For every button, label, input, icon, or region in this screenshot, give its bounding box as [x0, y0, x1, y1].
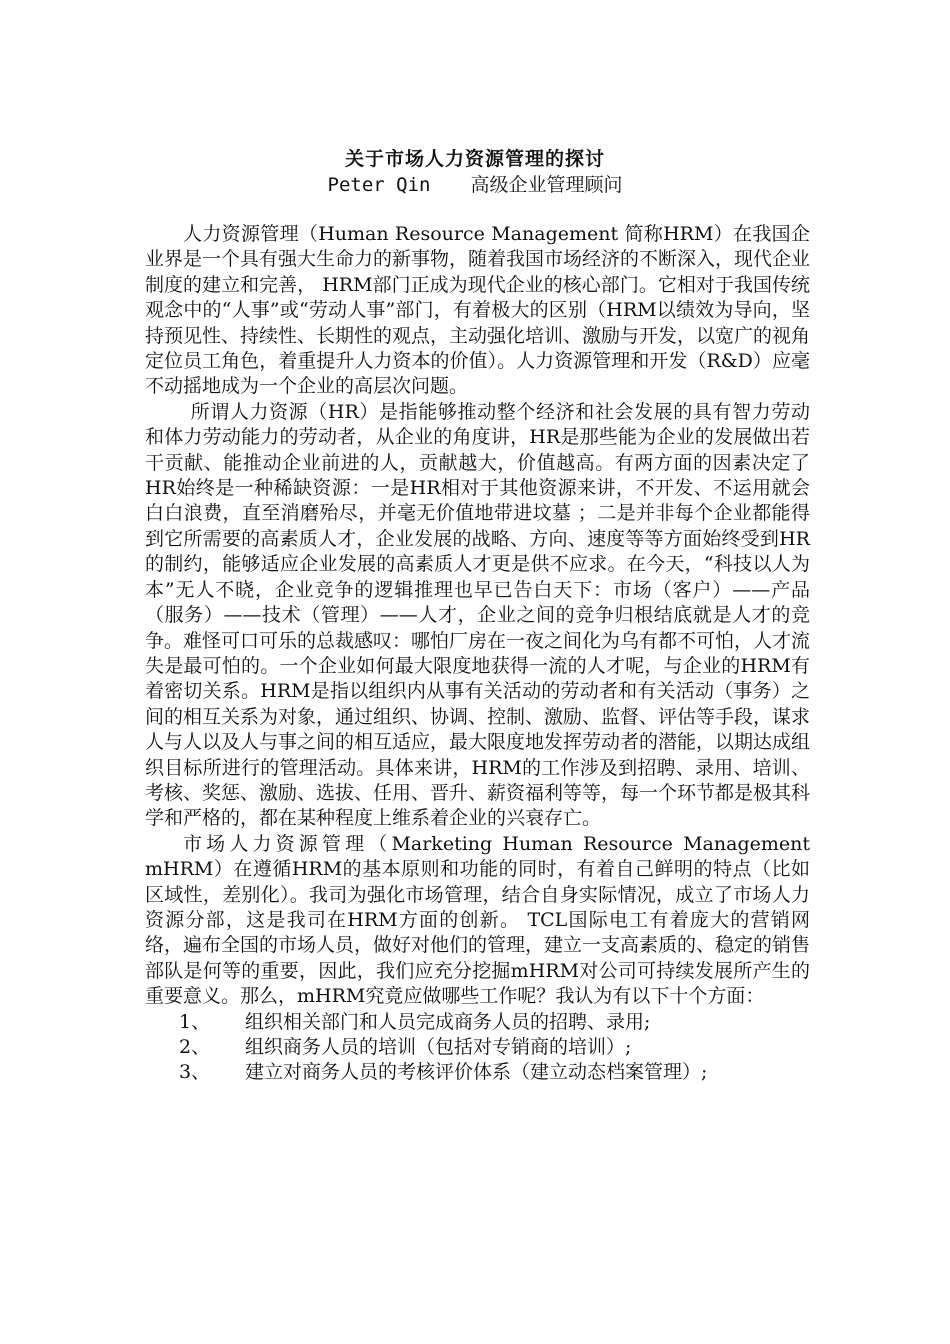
document-title: 关于市场人力资源管理的探讨	[344, 148, 605, 170]
list-item-text: 组织商务人员的培训（包括对专销商的培训）;	[245, 1036, 632, 1058]
list-item-number: 1、	[179, 1010, 211, 1033]
list-item	[145, 1010, 810, 1035]
byline	[0, 172, 950, 198]
list-item-number: 3、	[179, 1061, 211, 1084]
mhrm-task-list	[145, 1010, 810, 1086]
paragraph-mhrm: 市场人力资源管理（Marketing Human Resource Management mHRM）在遵循HRM的基本原则和功能的同时，有着自己鲜明的特点（比如区域性，差别化）。我司为强化市场管理，结合自身实际情况，成立了市场人力资源分部，这是我司在HRM方面的创新。 TCL国际电工有着庞大的营销网络，遍布全国的市场人员，做好对他们的管理，建立一支高素质的、稳定的销售部队是何等的重要，因此，我们应充分挖掘mHRM对公司可持续发展所产生的重要意义。那么，mHRM究竟应做哪些工作呢？我认为有以下十个方面：	[145, 832, 811, 1008]
list-item-text: 组织相关部门和人员完成商务人员的招聘、录用;	[245, 1010, 651, 1033]
list-item	[145, 1060, 810, 1085]
document-body	[145, 222, 810, 1086]
list-item-text: 建立对商务人员的考核评价体系（建立动态档案管理）;	[245, 1061, 708, 1084]
paragraph-hrm-intro: 人力资源管理（Human Resource Management 简称HRM）在我国企业界是一个具有强大生命力的新事物，随着我国市场经济的不断深入，现代企业制度的建立和完善， HRM部门正成为现代企业的核心部门。它相对于我国传统观念中的“人事”或“劳动人事”部门，有着极大的区别（HRM以绩效为导向，坚持预见性、持续性、长期性的观点，主动强化培训、激励与开发，以宽广的视角定位员工角色，着重提升人力资本的价值）。人力资源管理和开发（R&D）应毫不动摇地成为一个企业的高层次问题。	[145, 223, 811, 398]
author-name: Peter Qin	[327, 174, 431, 196]
paragraph-hr-definition: 所谓人力资源（HR）是指能够推动整个经济和社会发展的具有智力劳动和体力劳动能力的劳动者，从企业的角度讲，HR是那些能为企业的发展做出若干贡献、能推动企业前进的人，贡献越大，价值越高。有两方面的因素决定了HR始终是一种稀缺资源：一是HR相对于其他资源来讲，不开发、不运用就会白白浪费，直至消磨殆尽，并毫无价值地带进坟墓 ；二是并非每个企业都能得到它所需要的高素质人才，企业发展的战略、方向、速度等等方面始终受到HR的制约，能够适应企业发展的高素质人才更是供不应求。在今天，“科技以人为本”无人不晓，企业竞争的逻辑推理也早已告白天下：市场（客户）——产品（服务）——技术（管理）——人才，企业之间的竞争归根结底就是人才的竞争。难怪可口可乐的总裁感叹：哪怕厂房在一夜之间化为乌有都不可怕，人才流失是最可怕的。一个企业如何最大限度地获得一流的人才呢，与企业的HRM有着密切关系。HRM是指以组织内从事有关活动的劳动者和有关活动（事务）之间的相互关系为对象，通过组织、协调、控制、激励、监督、评估等手段，谋求人与人以及人与事之间的相互适应，最大限度地发挥劳动者的潜能，以期达成组织目标所进行的管理活动。具体来讲，HRM的工作涉及到招聘、录用、培训、考核、奖惩、激励、选拔、任用、晋升、薪资福利等等，每一个环节都是极其科学和严格的，都在某种程度上维系着企业的兴衰存亡。	[145, 400, 811, 830]
author-role: 高级企业管理顾问	[470, 174, 623, 196]
list-item	[145, 1035, 810, 1060]
list-item-number: 2、	[179, 1036, 211, 1058]
